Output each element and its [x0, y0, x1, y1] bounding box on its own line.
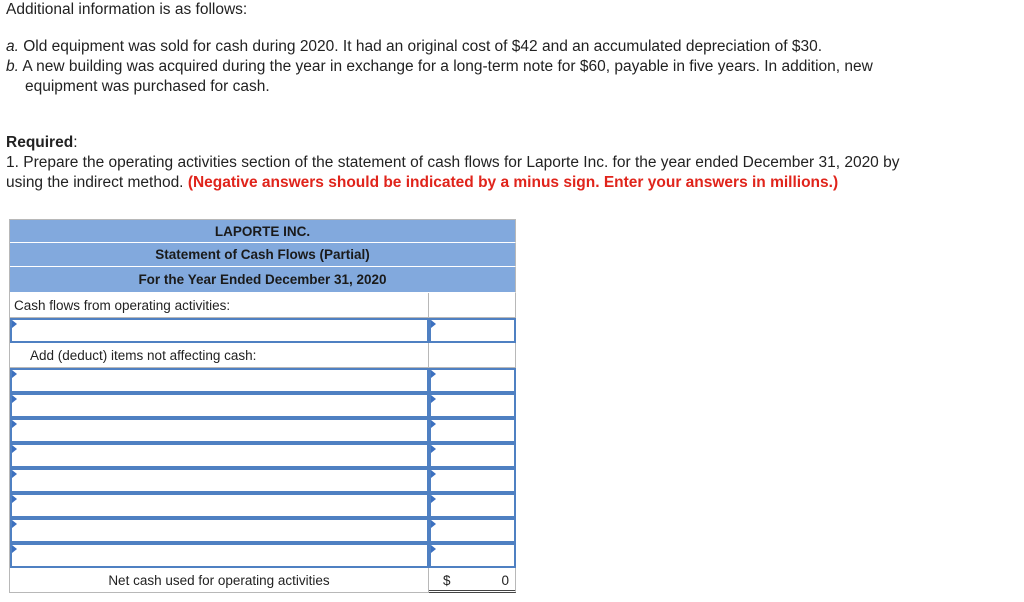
adjustment-label-input[interactable]	[10, 418, 429, 443]
adjustment-amount-input[interactable]	[429, 418, 516, 443]
total-label: Net cash used for operating activities	[10, 568, 429, 593]
adjust-row	[10, 343, 516, 368]
item-b-text: A new building was acquired during the year in exchange for a long-term note for $60, payable in five years. In addition, new	[22, 58, 873, 75]
adjustment-label-input[interactable]	[10, 543, 429, 568]
dropdown-arrow-icon	[12, 445, 17, 453]
required-heading	[6, 133, 78, 153]
intro-text: Additional information is as follows:	[6, 1, 248, 18]
net-income-label-input[interactable]	[10, 318, 429, 343]
adjustment-row	[10, 393, 516, 418]
required-label: Required	[6, 134, 74, 151]
company-name: LAPORTE INC.	[10, 219, 516, 243]
dropdown-arrow-icon	[431, 420, 436, 428]
dropdown-arrow-icon	[431, 520, 436, 528]
item-a	[6, 37, 822, 57]
item-a-label: a.	[6, 38, 19, 55]
adjustment-row	[10, 443, 516, 468]
adjust-label: Add (deduct) items not affecting cash:	[10, 343, 429, 368]
adjustment-label-input[interactable]	[10, 518, 429, 543]
adjustment-amount-input[interactable]	[429, 518, 516, 543]
adjustment-row	[10, 468, 516, 493]
dropdown-arrow-icon	[431, 395, 436, 403]
currency-symbol: $	[443, 573, 451, 588]
dropdown-arrow-icon	[431, 445, 436, 453]
item-b	[6, 57, 873, 77]
statement-title: Statement of Cash Flows (Partial)	[10, 243, 516, 267]
adjustment-amount-input[interactable]	[429, 468, 516, 493]
dropdown-arrow-icon	[12, 370, 17, 378]
adjustment-row	[10, 518, 516, 543]
dropdown-arrow-icon	[12, 520, 17, 528]
adjustment-amount-input[interactable]	[429, 443, 516, 468]
dropdown-arrow-icon	[431, 495, 436, 503]
adjustment-amount-input[interactable]	[429, 368, 516, 393]
dropdown-arrow-icon	[12, 470, 17, 478]
item-b-label: b.	[6, 58, 19, 75]
dropdown-arrow-icon	[431, 320, 436, 328]
dropdown-arrow-icon	[12, 320, 17, 328]
statement-period: For the Year Ended December 31, 2020	[10, 267, 516, 293]
section-row	[10, 293, 516, 318]
adjust-amount-cell	[429, 343, 516, 368]
total-value: 0	[501, 573, 509, 588]
adjustment-amount-input[interactable]	[429, 393, 516, 418]
adjustment-label-input[interactable]	[10, 368, 429, 393]
item-a-text: Old equipment was sold for cash during 2020. It had an original cost of $42 and an accumulated depreciation of $30.	[23, 38, 823, 55]
adjustment-label-input[interactable]	[10, 393, 429, 418]
cash-flow-table	[9, 219, 516, 593]
adjustment-amount-input[interactable]	[429, 543, 516, 568]
adjustment-amount-input[interactable]	[429, 493, 516, 518]
adjustment-row	[10, 543, 516, 568]
adjustment-row	[10, 493, 516, 518]
required-colon: :	[73, 134, 78, 151]
adjustment-label-input[interactable]	[10, 493, 429, 518]
total-amount	[429, 568, 516, 593]
adjustment-label-input[interactable]	[10, 468, 429, 493]
net-income-amount-input[interactable]	[429, 318, 516, 343]
adjustment-label-input[interactable]	[10, 443, 429, 468]
task-line-2	[6, 173, 838, 193]
dropdown-arrow-icon	[431, 545, 436, 553]
task-line-2-text: using the indirect method.	[6, 174, 184, 191]
adjustment-row	[10, 368, 516, 393]
dropdown-arrow-icon	[12, 545, 17, 553]
dropdown-arrow-icon	[12, 495, 17, 503]
section-label: Cash flows from operating activities:	[10, 293, 429, 318]
dropdown-arrow-icon	[12, 395, 17, 403]
dropdown-arrow-icon	[431, 470, 436, 478]
total-row	[10, 568, 516, 593]
task-line-1: 1. Prepare the operating activities section of the statement of cash flows for Laporte Inc. for the year ended December 31, 2020 by	[6, 154, 900, 171]
section-amount-cell	[429, 293, 516, 318]
net-income-row	[10, 318, 516, 343]
adjustment-row	[10, 418, 516, 443]
item-b-continuation: equipment was purchased for cash.	[25, 78, 270, 95]
dropdown-arrow-icon	[12, 420, 17, 428]
instruction-text: (Negative answers should be indicated by a minus sign. Enter your answers in millions.)	[187, 174, 839, 191]
dropdown-arrow-icon	[431, 370, 436, 378]
